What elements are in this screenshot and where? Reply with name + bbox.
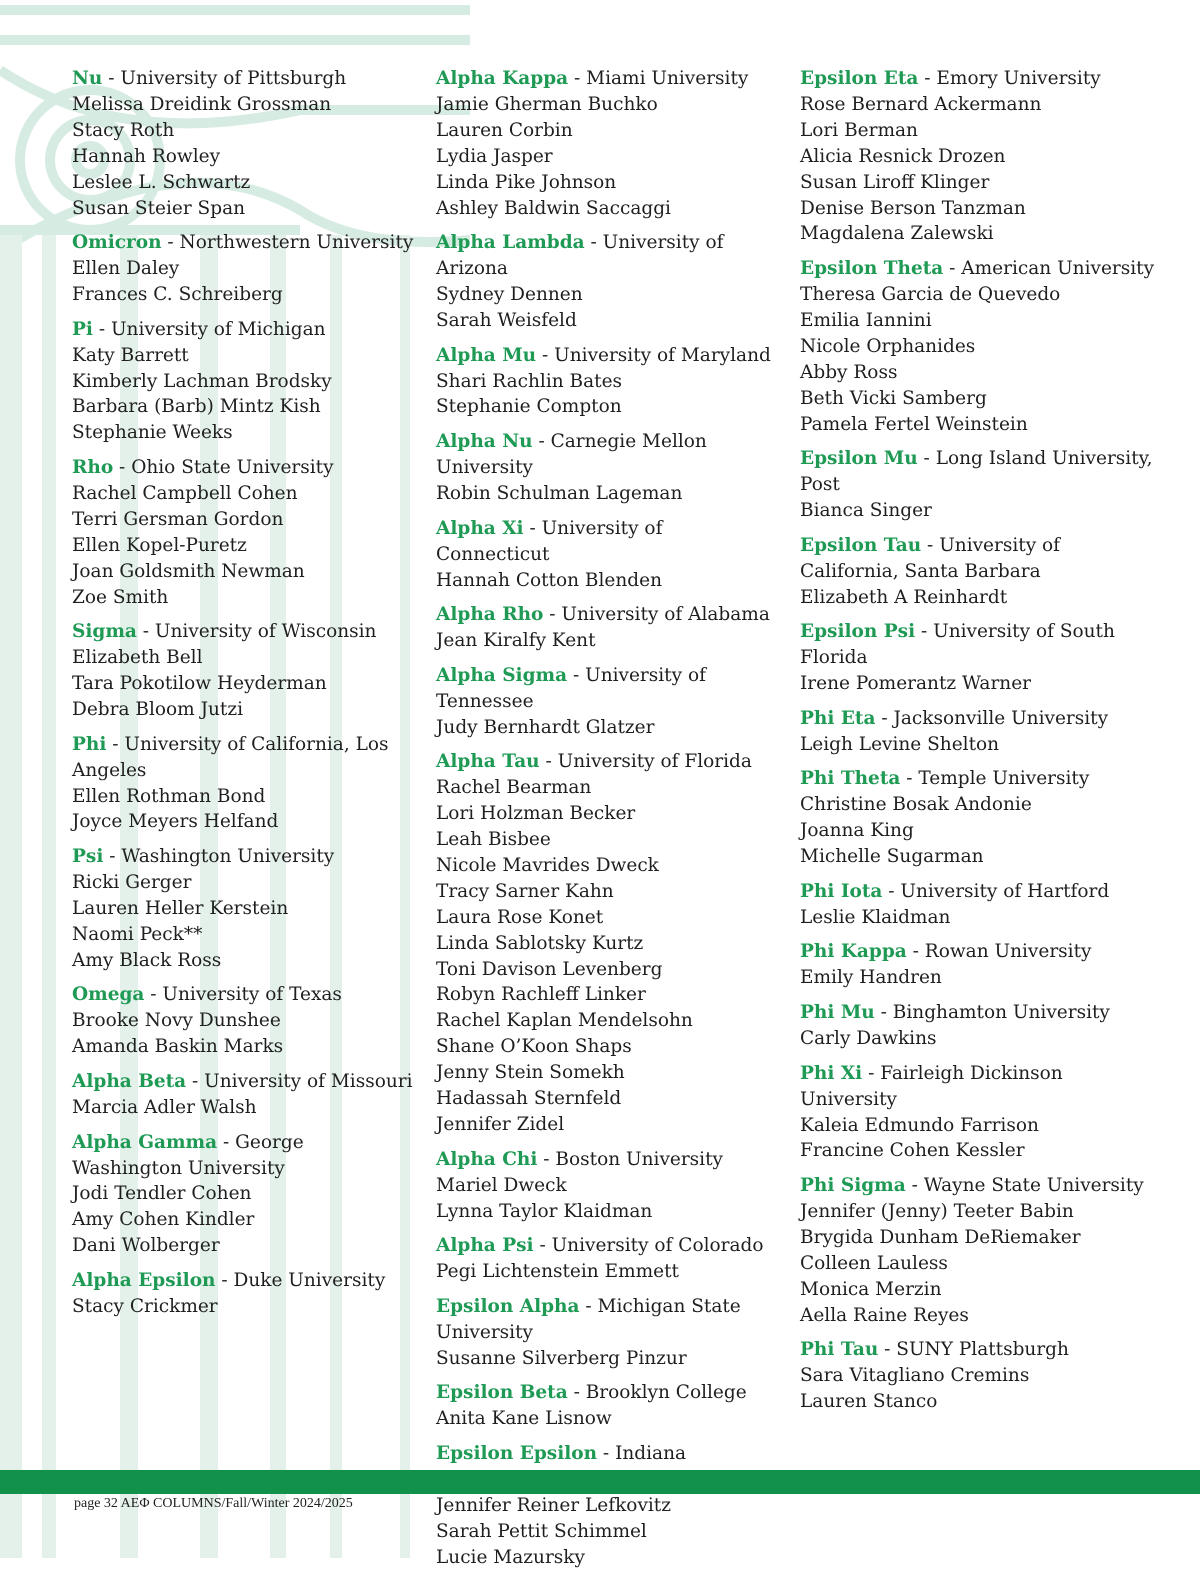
chapter-name: Phi Kappa	[800, 941, 907, 963]
chapter-heading	[800, 619, 1160, 671]
chapter-name: Alpha Psi	[436, 1235, 534, 1257]
member-name: Toni Davison Levenberg	[436, 958, 663, 980]
chapter-block	[436, 1441, 781, 1571]
chapter-name: Phi Mu	[800, 1002, 875, 1024]
chapter-separator: -	[113, 457, 132, 479]
chapter-school: Rowan University	[924, 941, 1092, 963]
chapter-name: Phi	[72, 733, 107, 755]
chapter-school: University of Maryland	[554, 344, 771, 366]
chapter-block	[436, 343, 781, 421]
chapter-heading	[800, 706, 1160, 732]
member-name: Amy Cohen Kindler	[72, 1209, 255, 1231]
chapter-name: Rho	[72, 457, 114, 479]
member-name: Emily Handren	[800, 967, 942, 989]
member-name: Rose Bernard Ackermann	[800, 93, 1042, 115]
member-name: Judy Bernhardt Glatzer	[436, 716, 655, 738]
member-name: Sydney Dennen	[436, 284, 583, 306]
chapter-school: Fairleigh Dickinson University	[800, 1062, 1063, 1110]
chapter-separator: -	[567, 664, 586, 686]
chapter-heading	[800, 1000, 1160, 1026]
chapter-name: Epsilon Psi	[800, 621, 916, 643]
member-name: Hannah Rowley	[72, 145, 221, 167]
chapter-school: University of Tennessee	[436, 664, 706, 712]
chapter-block	[800, 879, 1160, 931]
chapter-separator: -	[217, 1131, 236, 1153]
member-name: Joyce Meyers Helfand	[72, 811, 279, 833]
member-name: Elizabeth Bell	[72, 647, 203, 669]
chapter-name: Epsilon Epsilon	[436, 1442, 598, 1464]
chapter-school: University of Missouri	[204, 1071, 413, 1092]
chapter-heading	[72, 317, 417, 343]
column-1	[72, 66, 417, 1329]
member-name: Nicole Mavrides Dweck	[436, 854, 659, 876]
member-name: Naomi Peck**	[72, 923, 203, 945]
chapter-school: University of Pittsburgh	[120, 68, 347, 89]
chapter-heading	[800, 533, 1160, 585]
chapter-name: Phi Theta	[800, 768, 901, 790]
chapter-separator: -	[536, 344, 555, 366]
chapter-school: Miami University	[586, 68, 749, 89]
chapter-separator: -	[144, 984, 163, 1006]
member-name: Brooke Novy Dunshee	[72, 1010, 281, 1032]
chapter-heading	[800, 256, 1160, 282]
chapter-name: Alpha Gamma	[72, 1131, 218, 1153]
chapter-block	[800, 1061, 1160, 1165]
member-name: Joan Goldsmith Newman	[72, 560, 305, 582]
chapter-heading	[72, 1069, 417, 1095]
member-name: Amy Black Ross	[72, 949, 222, 971]
member-name: Irene Pomerantz Warner	[800, 673, 1032, 695]
member-name: Elizabeth A Reinhardt	[800, 586, 1008, 608]
chapter-separator: -	[532, 431, 551, 453]
chapter-block	[436, 429, 781, 507]
chapter-block	[436, 230, 781, 334]
member-name: Lauren Heller Kerstein	[72, 897, 289, 919]
chapter-school: Wayne State University	[923, 1175, 1144, 1197]
chapter-block	[436, 663, 781, 741]
chapter-block	[72, 1130, 417, 1260]
chapter-separator: -	[106, 733, 125, 755]
chapter-name: Epsilon Theta	[800, 258, 944, 280]
member-name: Bianca Singer	[800, 500, 932, 522]
member-name: Kaleia Edmundo Farrison	[800, 1114, 1039, 1136]
member-name: Lori Holzman Becker	[436, 803, 636, 825]
member-name: Stephanie Weeks	[72, 422, 233, 444]
member-name: Shane O’Koon Shaps	[436, 1036, 632, 1058]
chapter-school: SUNY Plattsburgh	[896, 1339, 1069, 1361]
chapter-name: Phi Iota	[800, 880, 883, 902]
chapter-separator: -	[915, 621, 934, 643]
chapter-block	[800, 1173, 1160, 1328]
member-name: Lori Berman	[800, 119, 918, 141]
member-name: Frances C. Schreiberg	[72, 284, 283, 306]
chapter-school: University of Connecticut	[436, 517, 663, 565]
member-name: Marcia Adler Walsh	[72, 1096, 257, 1118]
chapter-heading	[436, 66, 781, 92]
chapter-block	[72, 982, 417, 1060]
chapter-name: Epsilon Eta	[800, 68, 919, 89]
chapter-name: Omicron	[72, 232, 162, 254]
member-name: Anita Kane Lisnow	[436, 1408, 612, 1430]
member-name: Robin Schulman Lageman	[436, 482, 683, 504]
chapter-school: Long Island University, Post	[800, 448, 1153, 496]
member-name: Sarah Pettit Schimmel	[436, 1520, 647, 1542]
chapter-school: University of Michigan	[110, 318, 326, 340]
chapter-heading	[800, 939, 1160, 965]
chapter-school: Binghamton University	[892, 1002, 1110, 1024]
chapter-school: Ohio State University	[131, 457, 334, 479]
chapter-name: Epsilon Alpha	[436, 1295, 580, 1317]
member-name: Susanne Silverberg Pinzur	[436, 1347, 687, 1369]
member-name: Katy Barrett	[72, 344, 189, 366]
chapter-school: Indiana	[615, 1442, 687, 1464]
member-name: Susan Steier Span	[72, 197, 246, 219]
chapter-block	[436, 1233, 781, 1285]
chapter-heading	[436, 749, 781, 775]
chapter-school: American University	[961, 258, 1155, 280]
chapter-school: Washington University	[121, 846, 335, 868]
member-name: Jennifer (Jenny) Teeter Babin	[800, 1201, 1074, 1223]
chapter-block	[800, 766, 1160, 870]
chapter-heading	[436, 230, 781, 282]
chapter-block	[800, 66, 1160, 247]
member-name: Jean Kiralfy Kent	[436, 630, 596, 652]
chapter-heading	[72, 230, 417, 256]
chapter-name: Epsilon Tau	[800, 534, 922, 556]
footer-page-label: page 32 AEΦ COLUMNS/Fall/Winter 2024/2025	[74, 1496, 353, 1511]
member-name: Rachel Kaplan Mendelsohn	[436, 1010, 693, 1032]
chapter-heading	[800, 766, 1160, 792]
member-name: Susan Liroff Klinger	[800, 171, 990, 193]
chapter-heading	[72, 66, 417, 92]
chapter-heading	[72, 732, 417, 784]
chapter-separator: -	[543, 604, 562, 626]
chapter-block	[436, 1147, 781, 1225]
chapter-block	[72, 732, 417, 836]
chapter-separator: -	[539, 751, 558, 773]
member-name: Laura Rose Konet	[436, 906, 604, 928]
chapter-heading	[436, 1233, 781, 1259]
member-name: Barbara (Barb) Mintz Kish	[72, 396, 321, 418]
chapter-block	[436, 1294, 781, 1372]
chapter-school: University of Florida	[557, 751, 752, 773]
chapter-block	[72, 66, 417, 221]
member-name: Lauren Stanco	[800, 1391, 938, 1413]
member-name: Ellen Kopel-Puretz	[72, 534, 247, 556]
member-name: Hadassah Sternfeld	[436, 1088, 622, 1110]
chapter-name: Alpha Rho	[436, 604, 544, 626]
chapter-school: University of Colorado	[551, 1235, 764, 1257]
chapter-name: Sigma	[72, 621, 137, 643]
chapter-separator: -	[161, 232, 180, 254]
chapter-block	[72, 844, 417, 974]
chapter-name: Alpha Chi	[436, 1148, 538, 1170]
chapter-block	[72, 230, 417, 308]
member-name: Aella Raine Reyes	[800, 1304, 969, 1326]
chapter-heading	[436, 602, 781, 628]
chapter-school: Jacksonville University	[893, 707, 1109, 729]
chapter-separator: -	[921, 534, 940, 556]
chapter-separator: -	[917, 448, 936, 470]
member-name: Theresa Garcia de Quevedo	[800, 284, 1061, 306]
chapter-separator: -	[568, 68, 587, 89]
member-name: Linda Pike Johnson	[436, 171, 617, 193]
member-name: Lynna Taylor Klaidman	[436, 1200, 653, 1222]
chapter-school: Brooklyn College	[585, 1382, 747, 1404]
chapter-block	[800, 1337, 1160, 1415]
chapter-name: Pi	[72, 318, 93, 340]
chapter-school: University of Hartford	[900, 880, 1110, 902]
chapter-name: Phi Tau	[800, 1339, 879, 1361]
chapter-block	[72, 317, 417, 447]
member-name: Robyn Rachleff Linker	[436, 984, 646, 1006]
chapter-separator: -	[102, 68, 121, 89]
chapter-heading	[436, 1147, 781, 1173]
chapter-name: Alpha Lambda	[436, 232, 585, 254]
chapter-separator: -	[918, 68, 937, 89]
chapter-block	[800, 446, 1160, 524]
member-name: Zoe Smith	[72, 586, 169, 608]
chapter-separator: -	[943, 258, 962, 280]
chapter-separator: -	[900, 768, 919, 790]
member-name: Magdalena Zalewski	[800, 223, 994, 245]
member-name: Tara Pokotilow Heyderman	[72, 673, 327, 695]
chapter-block	[436, 749, 781, 1138]
chapter-separator: -	[533, 1235, 552, 1257]
member-name: Stephanie Compton	[436, 396, 622, 418]
chapter-block	[800, 706, 1160, 758]
chapter-heading	[800, 446, 1160, 498]
member-name: Brygida Dunham DeRiemaker	[800, 1226, 1081, 1248]
chapter-separator: -	[875, 707, 894, 729]
chapter-separator: -	[579, 1295, 598, 1317]
chapter-separator: -	[905, 1175, 924, 1197]
chapter-block	[800, 939, 1160, 991]
chapter-school: University of Arizona	[436, 232, 724, 280]
member-name: Dani Wolberger	[72, 1235, 220, 1257]
chapter-name: Alpha Epsilon	[72, 1269, 216, 1291]
footer-bar	[0, 1470, 1200, 1494]
member-name: Pegi Lichtenstein Emmett	[436, 1261, 679, 1283]
member-name: Leigh Levine Shelton	[800, 733, 1000, 755]
chapter-school: University of Texas	[162, 984, 342, 1006]
chapter-block	[436, 516, 781, 594]
chapter-block	[800, 256, 1160, 437]
chapter-heading	[800, 1061, 1160, 1113]
member-name: Christine Bosak Andonie	[800, 794, 1032, 816]
chapter-heading	[436, 429, 781, 481]
chapter-block	[800, 533, 1160, 611]
chapter-name: Alpha Tau	[436, 751, 540, 773]
member-name: Ellen Rothman Bond	[72, 785, 266, 807]
chapter-separator: -	[92, 318, 111, 340]
chapter-name: Psi	[72, 846, 104, 868]
member-name: Jamie Gherman Buchko	[436, 93, 658, 115]
member-name: Tracy Sarner Kahn	[436, 880, 614, 902]
chapter-separator: -	[215, 1269, 234, 1291]
member-name: Stacy Roth	[72, 119, 175, 141]
member-name: Abby Ross	[800, 361, 898, 383]
member-name: Pamela Fertel Weinstein	[800, 413, 1028, 435]
member-name: Lydia Jasper	[436, 145, 553, 167]
member-name: Lauren Corbin	[436, 119, 573, 141]
member-name: Shari Rachlin Bates	[436, 370, 623, 392]
chapter-school: University of Alabama	[561, 604, 770, 626]
chapter-separator: -	[882, 880, 901, 902]
member-name: Emilia Iannini	[800, 309, 932, 331]
member-name: Denise Berson Tanzman	[800, 197, 1026, 219]
chapter-block	[436, 66, 781, 221]
chapter-separator: -	[136, 621, 155, 643]
chapter-name: Phi Sigma	[800, 1175, 906, 1197]
chapter-separator: -	[906, 941, 925, 963]
member-name: Lucie Mazursky	[436, 1546, 585, 1568]
column-3	[800, 66, 1160, 1424]
chapter-name: Epsilon Beta	[436, 1382, 568, 1404]
chapter-school: Carnegie Mellon University	[436, 431, 707, 479]
member-name: Jennifer Zidel	[436, 1114, 565, 1136]
chapter-heading	[436, 516, 781, 568]
chapter-name: Alpha Xi	[436, 517, 524, 539]
chapter-heading	[72, 982, 417, 1008]
member-name: Beth Vicki Samberg	[800, 387, 987, 409]
member-name: Michelle Sugarman	[800, 846, 984, 868]
chapter-heading	[436, 1380, 781, 1406]
member-name: Debra Bloom Jutzi	[72, 699, 244, 721]
chapter-block	[72, 455, 417, 610]
member-name: Monica Merzin	[800, 1278, 942, 1300]
chapter-heading	[800, 879, 1160, 905]
chapter-block	[72, 619, 417, 723]
chapter-heading	[72, 1130, 417, 1182]
chapter-school: University of Wisconsin	[154, 621, 377, 643]
member-name: Jenny Stein Somekh	[436, 1062, 625, 1084]
chapter-name: Alpha Kappa	[436, 68, 569, 89]
chapter-school: Northwestern University	[179, 232, 414, 254]
member-name: Jennifer Reiner Lefkovitz	[436, 1494, 671, 1516]
chapter-heading	[72, 455, 417, 481]
member-name: Sarah Weisfeld	[436, 309, 577, 331]
chapter-heading	[72, 1268, 417, 1294]
chapter-heading	[436, 1294, 781, 1346]
chapter-block	[800, 1000, 1160, 1052]
chapter-heading	[72, 619, 417, 645]
member-name: Jodi Tendler Cohen	[72, 1183, 252, 1205]
member-name: Ricki Gerger	[72, 872, 192, 894]
chapter-separator: -	[537, 1148, 556, 1170]
member-name: Rachel Bearman	[436, 777, 592, 799]
member-name: Francine Cohen Kessler	[800, 1140, 1025, 1162]
member-name: Leslie Klaidman	[800, 906, 951, 928]
chapter-heading	[800, 1173, 1160, 1199]
chapter-block	[800, 619, 1160, 697]
chapter-name: Nu	[72, 68, 103, 89]
column-2	[436, 66, 781, 1579]
chapter-separator: -	[186, 1071, 205, 1092]
chapter-separator: -	[862, 1062, 881, 1084]
chapter-name: Phi Xi	[800, 1062, 863, 1084]
chapter-name: Alpha Mu	[436, 344, 537, 366]
chapter-name: Omega	[72, 984, 145, 1006]
chapter-name: Alpha Nu	[436, 431, 533, 453]
chapter-heading	[436, 343, 781, 369]
chapter-block	[436, 1380, 781, 1432]
member-name: Nicole Orphanides	[800, 335, 976, 357]
member-name: Leslee L. Schwartz	[72, 171, 251, 193]
member-name: Leah Bisbee	[436, 829, 551, 851]
member-name: Colleen Lauless	[800, 1252, 948, 1274]
chapter-block	[436, 602, 781, 654]
chapter-separator: -	[103, 846, 122, 868]
chapter-school: Boston University	[555, 1148, 723, 1170]
chapter-school: University of California, Santa Barbara	[800, 534, 1061, 582]
chapter-school: Michigan State University	[436, 1295, 741, 1343]
chapter-school: Duke University	[233, 1269, 386, 1291]
member-name: Ashley Baldwin Saccaggi	[436, 197, 671, 219]
chapter-separator: -	[874, 1002, 893, 1024]
chapter-separator: -	[584, 232, 603, 254]
member-name: Alicia Resnick Drozen	[800, 145, 1006, 167]
member-name: Stacy Crickmer	[72, 1295, 218, 1317]
chapter-school: George Washington University	[72, 1131, 304, 1179]
chapter-heading	[72, 844, 417, 870]
chapter-heading	[800, 66, 1160, 92]
chapter-name: Epsilon Mu	[800, 448, 918, 470]
chapter-heading	[800, 1337, 1160, 1363]
chapter-school: University of South Florida	[800, 621, 1115, 669]
member-name: Joanna King	[800, 820, 914, 842]
member-name: Rachel Campbell Cohen	[72, 482, 298, 504]
chapter-block	[72, 1069, 417, 1121]
chapter-heading	[436, 663, 781, 715]
chapter-block	[72, 1268, 417, 1320]
member-name: Melissa Dreidink Grossman	[72, 93, 332, 115]
member-name: Hannah Cotton Blenden	[436, 569, 662, 591]
member-name: Ellen Daley	[72, 258, 180, 280]
chapter-name: Phi Eta	[800, 707, 876, 729]
chapter-separator: -	[878, 1339, 897, 1361]
member-name: Mariel Dweck	[436, 1174, 567, 1196]
member-name: Kimberly Lachman Brodsky	[72, 370, 332, 392]
chapter-school: Emory University	[936, 68, 1101, 89]
chapter-name: Alpha Sigma	[436, 664, 568, 686]
member-name: Amanda Baskin Marks	[72, 1036, 284, 1058]
member-name: Carly Dawkins	[800, 1027, 937, 1049]
chapter-school: Temple University	[918, 768, 1090, 790]
member-name: Terri Gersman Gordon	[72, 508, 284, 530]
member-name: Linda Sablotsky Kurtz	[436, 932, 644, 954]
chapter-name: Alpha Beta	[72, 1071, 187, 1092]
chapter-separator: -	[597, 1442, 616, 1464]
chapter-separator: -	[567, 1382, 586, 1404]
member-name: Sara Vitagliano Cremins	[800, 1365, 1030, 1387]
chapter-separator: -	[523, 517, 542, 539]
chapter-school: University of California, Los Angeles	[72, 733, 389, 781]
